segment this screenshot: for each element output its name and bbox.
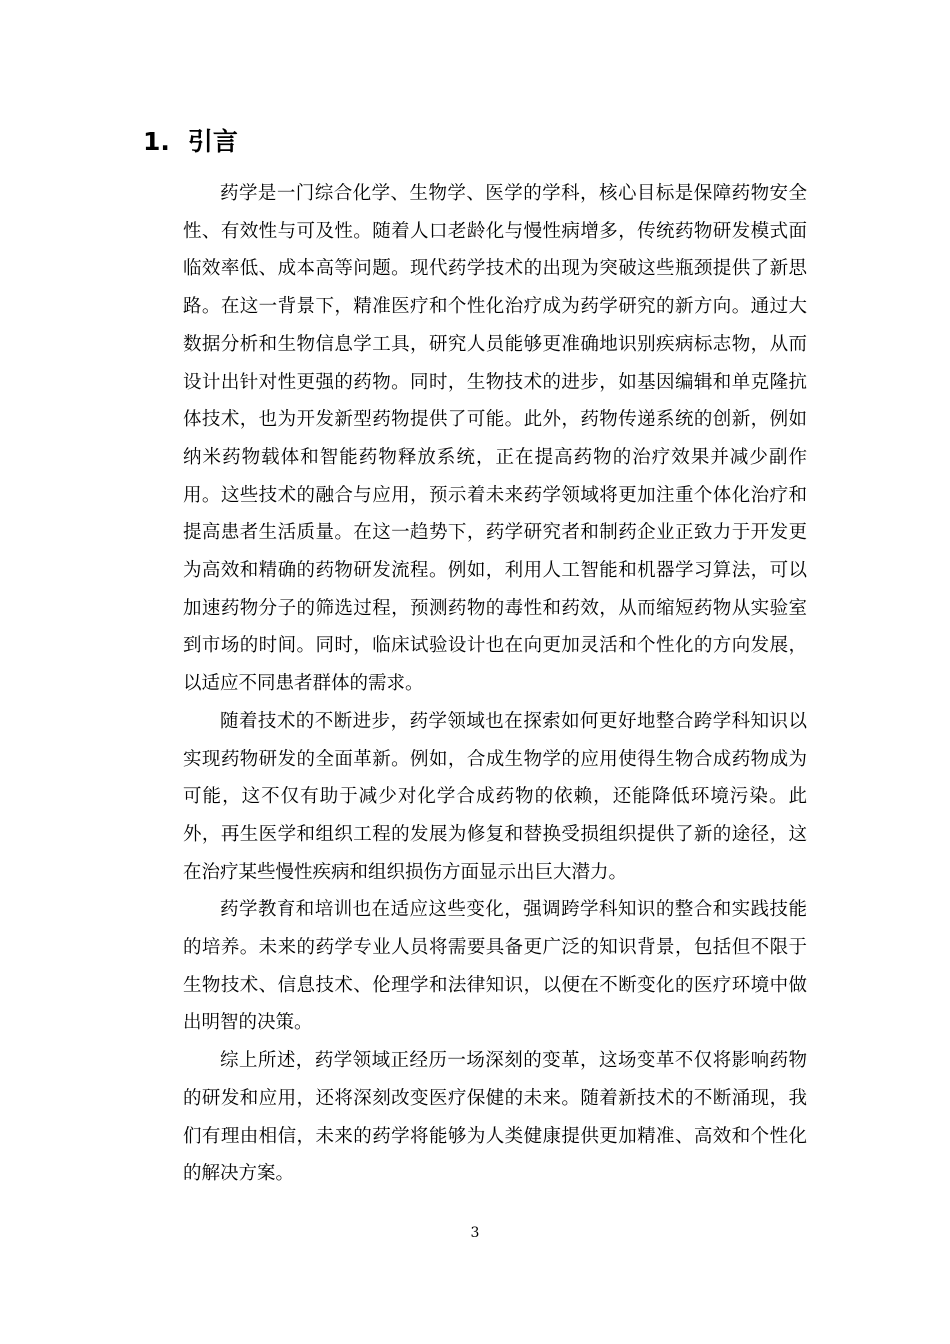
body-text bbox=[183, 175, 807, 1193]
section-title: 引言 bbox=[187, 127, 238, 156]
section-number: 1. bbox=[143, 127, 170, 156]
paragraph-3: 药学教育和培训也在适应这些变化，强调跨学科知识的整合和实践技能的培养。未来的药学专业人员将需要具备更广泛的知识背景，包括但不限于生物技术、信息技术、伦理学和法律知识，以便在不断变化的医疗环境中做出明智的决策。 bbox=[183, 899, 807, 1034]
paragraph-2: 随着技术的不断进步，药学领域也在探索如何更好地整合跨学科知识以实现药物研发的全面革新。例如，合成生物学的应用使得生物合成药物成为可能，这不仅有助于减少对化学合成药物的依赖，还能降低环境污染。此外，再生医学和组织工程的发展为修复和替换受损组织提供了新的途径，这在治疗某些慢性疾病和组织损伤方面显示出巨大潜力。 bbox=[183, 710, 807, 883]
paragraph-1: 药学是一门综合化学、生物学、医学的学科，核心目标是保障药物安全性、有效性与可及性。随着人口老龄化与慢性病增多，传统药物研发模式面临效率低、成本高等问题。现代药学技术的出现为突破这些瓶颈提供了新思路。在这一背景下，精准医疗和个性化治疗成为药学研究的新方向。通过大数据分析和生物信息学工具，研究人员能够更准确地识别疾病标志物，从而设计出针对性更强的药物。同时，生物技术的进步，如基因编辑和单克隆抗体技术，也为开发新型药物提供了可能。此外，药物传递系统的创新，例如纳米药物载体和智能药物释放系统，正在提高药物的治疗效果并减少副作用。这些技术的融合与应用，预示着未来药学领域将更加注重个体化治疗和提高患者生活质量。在这一趋势下，药学研究者和制药企业正致力于开发更为高效和精确的药物研发流程。例如，利用人工智能和机器学习算法，可以加速药物分子的筛选过程，预测药物的毒性和药效，从而缩短药物从实验室到市场的时间。同时，临床试验设计也在向更加灵活和个性化的方向发展，以适应不同患者群体的需求。 bbox=[183, 183, 807, 695]
page-number: 3 bbox=[470, 1225, 480, 1241]
paragraph-4: 综上所述，药学领域正经历一场深刻的变革，这场变革不仅将影响药物的研发和应用，还将深刻改变医疗保健的未来。随着新技术的不断涌现，我们有理由相信，未来的药学将能够为人类健康提供更加精准、高效和个性化的解决方案。 bbox=[183, 1050, 807, 1185]
section-heading bbox=[143, 120, 238, 164]
